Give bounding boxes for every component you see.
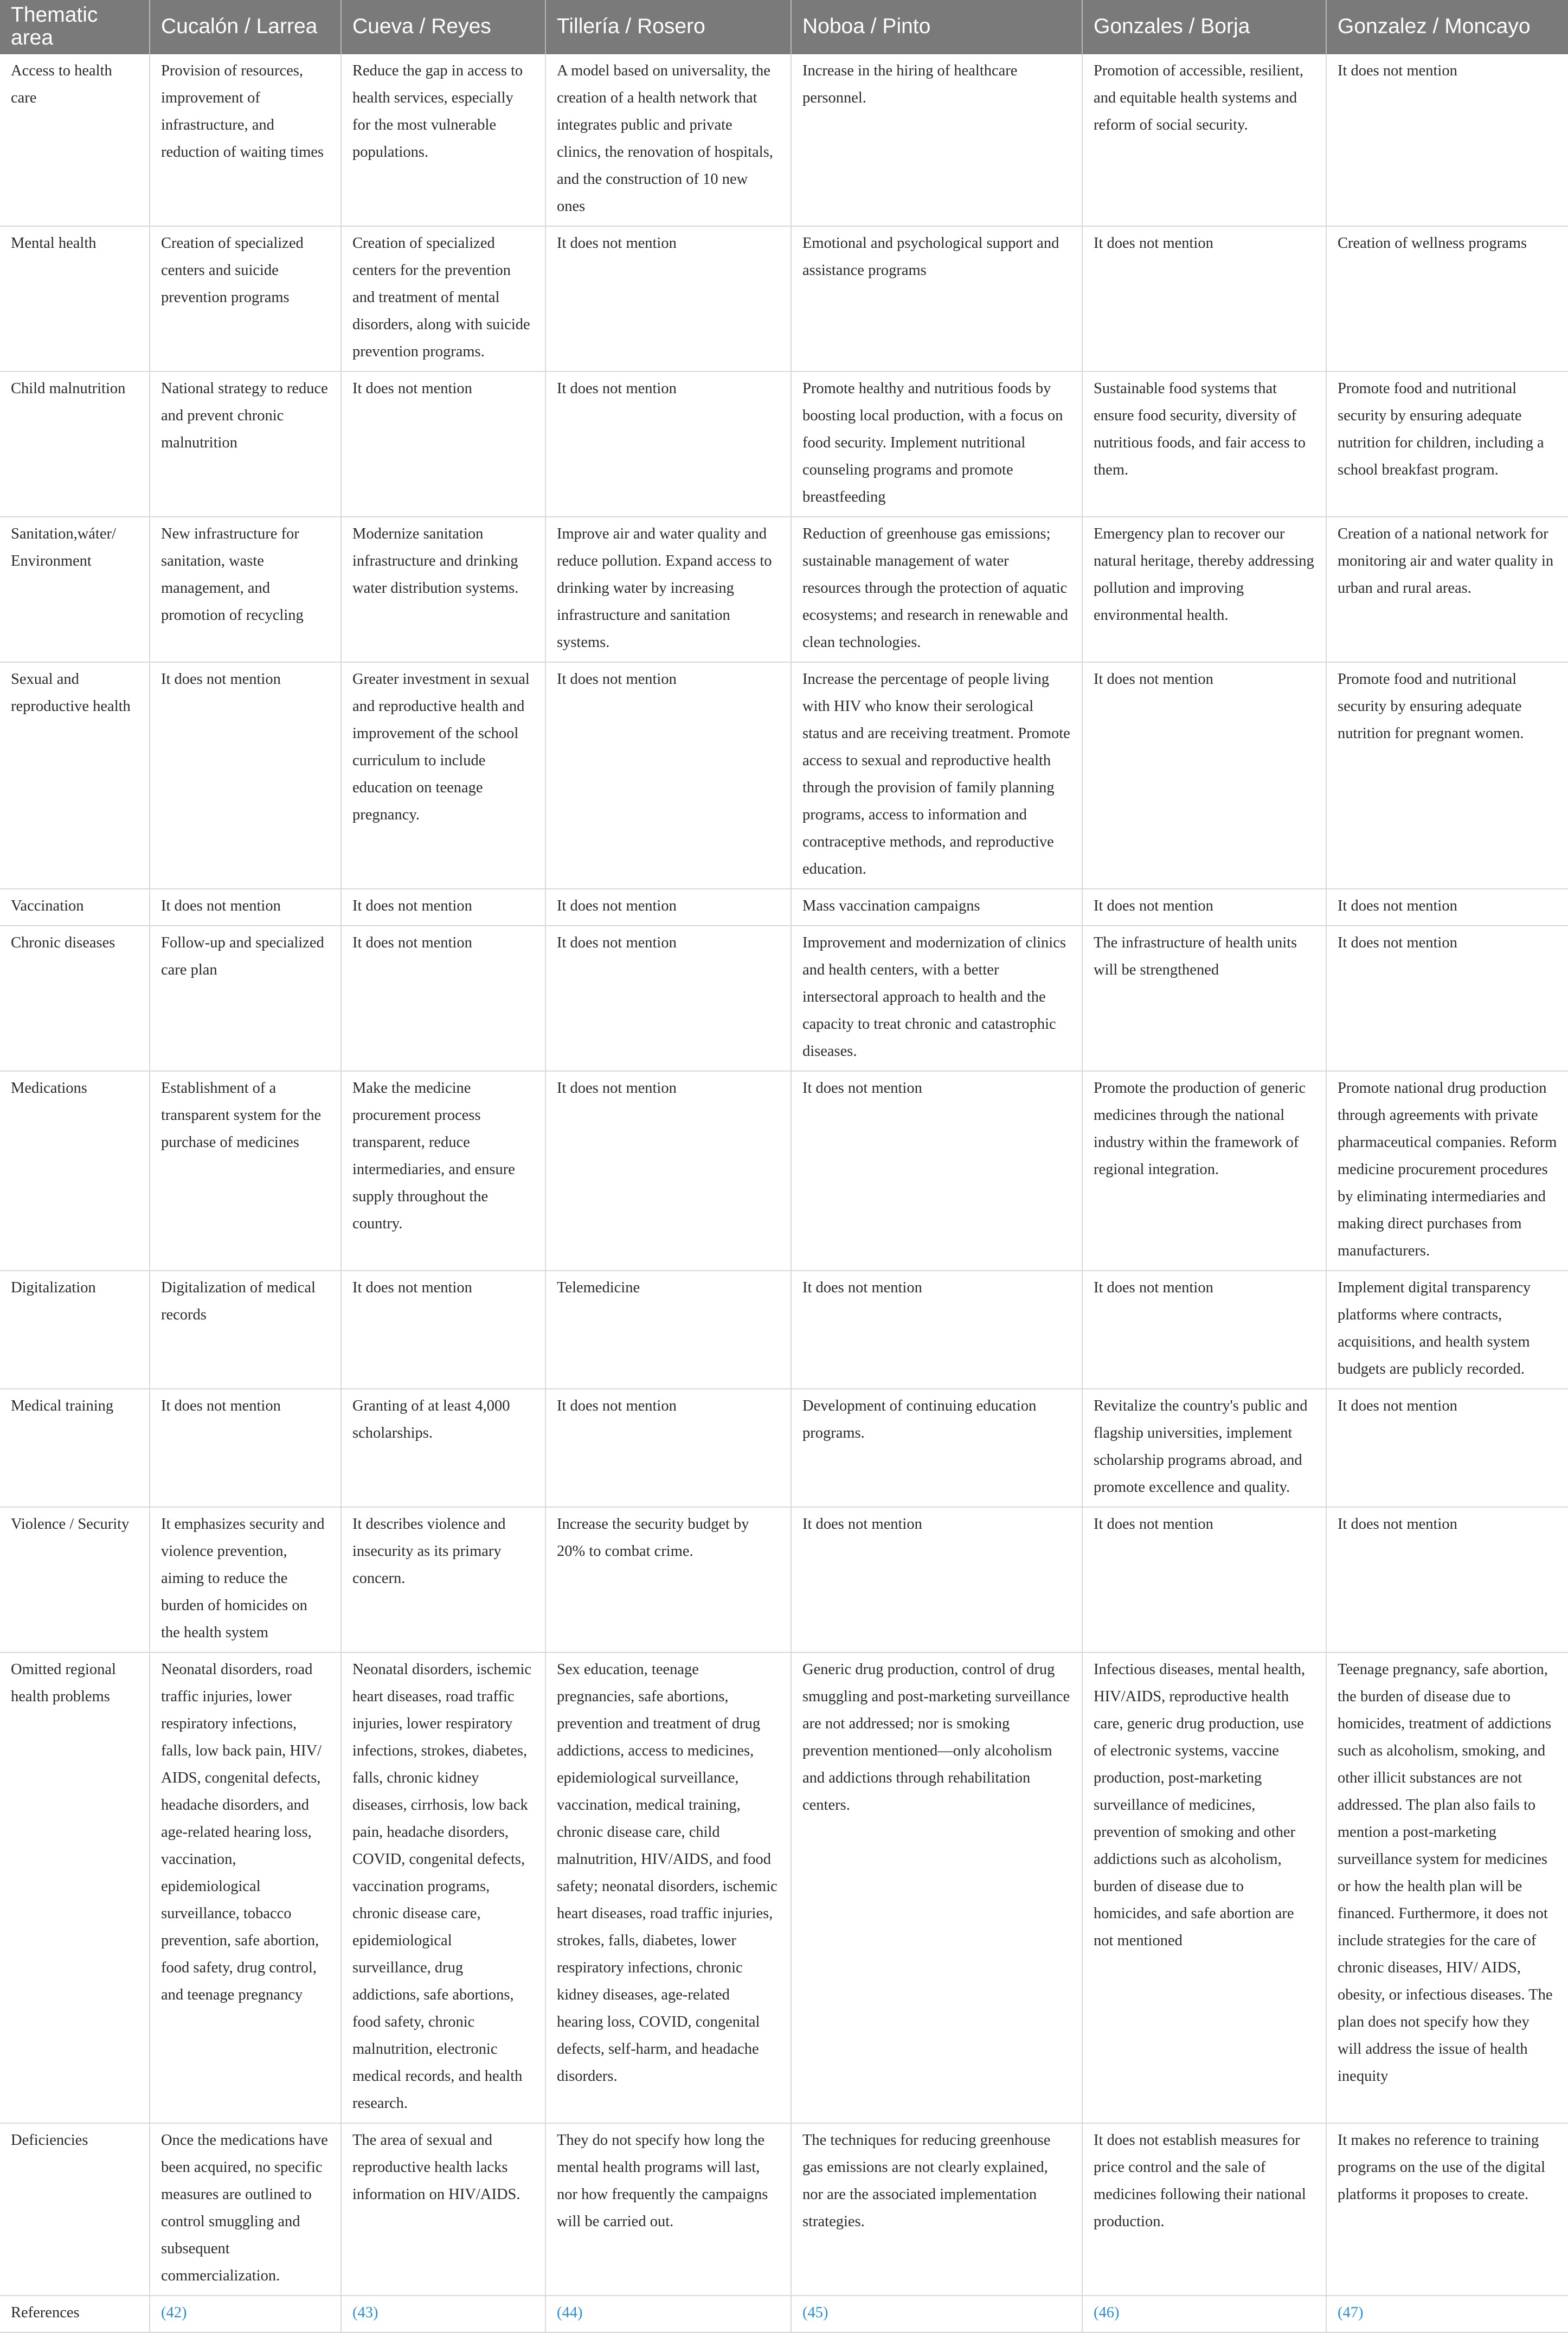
table-cell: It does not mention: [1326, 1389, 1568, 1507]
table-cell: Establishment of a transparent system for the purchase of medicines: [150, 1071, 341, 1271]
table-cell: It does not mention: [150, 1389, 341, 1507]
table-cell: Promote food and nutritional security by ensuring adequate nutrition for pregnant women.: [1326, 662, 1568, 889]
row-label: Sexual and reproductive health: [0, 662, 150, 889]
table-cell: It makes no reference to training programs on the use of the digital platforms it proposes to create.: [1326, 2123, 1568, 2296]
reference-link[interactable]: (44): [545, 2296, 791, 2332]
table-cell: It does not mention: [150, 662, 341, 889]
table-cell: It does not mention: [341, 1271, 545, 1389]
table-cell: Greater investment in sexual and reproductive health and improvement of the school curriculum to include education on teenage pregnancy.: [341, 662, 545, 889]
reference-link[interactable]: (47): [1326, 2296, 1568, 2332]
header-thematic-area: Thematic area: [0, 0, 150, 54]
row-label: Vaccination: [0, 889, 150, 926]
table-cell: Promote the production of generic medicines through the national industry within the framework of regional integration.: [1082, 1071, 1326, 1271]
reference-link[interactable]: (43): [341, 2296, 545, 2332]
reference-link[interactable]: (46): [1082, 2296, 1326, 2332]
table-cell: It does not mention: [545, 371, 791, 517]
table-cell: Increase in the hiring of healthcare personnel.: [791, 54, 1082, 226]
table-cell: Sustainable food systems that ensure food security, diversity of nutritious foods, and fair access to them.: [1082, 371, 1326, 517]
table-cell: It does not mention: [545, 1389, 791, 1507]
header-row: [0, 0, 1568, 54]
row-label: Omitted regional health problems: [0, 1652, 150, 2123]
table-cell: Reduction of greenhouse gas emissions; sustainable management of water resources through the protection of aquatic ecosystems; and research in renewable and clean technologies.: [791, 517, 1082, 662]
table-cell: It does not mention: [1326, 1507, 1568, 1652]
header-noboa-pinto: Noboa / Pinto: [791, 0, 1082, 54]
table-cell: It does not mention: [791, 1507, 1082, 1652]
table-row: [0, 517, 1568, 662]
table-cell: Sex education, teenage pregnancies, safe abortions, prevention and treatment of drug addictions, access to medicines, epidemiological surveillance, vaccination, medical training, chronic disease care, child malnutrition, HIV/AIDS, and food safety; neonatal disorders, ischemic heart diseases, road traffic injuries, strokes, falls, diabetes, lower respiratory infections, chronic kidney diseases, age-related hearing loss, COVID, congenital defects, self-harm, and headache disorders.: [545, 1652, 791, 2123]
table-cell: Mass vaccination campaigns: [791, 889, 1082, 926]
table-cell: Improvement and modernization of clinics and health centers, with a better intersectoral approach to health and the capacity to treat chronic and catastrophic diseases.: [791, 926, 1082, 1071]
row-label: Access to health care: [0, 54, 150, 226]
table-cell: Follow-up and specialized care plan: [150, 926, 341, 1071]
table-cell: It does not mention: [1082, 662, 1326, 889]
table-row: [0, 926, 1568, 1071]
table-cell: Creation of wellness programs: [1326, 226, 1568, 371]
table-cell: Digitalization of medical records: [150, 1271, 341, 1389]
table-cell: Make the medicine procurement process transparent, reduce intermediaries, and ensure supply throughout the country.: [341, 1071, 545, 1271]
table-cell: The area of sexual and reproductive health lacks information on HIV/AIDS.: [341, 2123, 545, 2296]
table-cell: It does not mention: [341, 371, 545, 517]
row-label: Medical training: [0, 1389, 150, 1507]
table-row: [0, 662, 1568, 889]
table-row: [0, 889, 1568, 926]
table-cell: It does not mention: [791, 1271, 1082, 1389]
table-cell: Generic drug production, control of drug smuggling and post-marketing surveillance are not addressed; nor is smoking prevention mentioned—only alcoholism and addictions through rehabilitation centers.: [791, 1652, 1082, 2123]
row-label: Violence / Security: [0, 1507, 150, 1652]
table-cell: Telemedicine: [545, 1271, 791, 1389]
table-cell: Neonatal disorders, road traffic injuries, lower respiratory infections, falls, low back pain, HIV/ AIDS, congenital defects, headache disorders, and age-related hearing loss, vaccination, epidemiological surveillance, tobacco prevention, safe abortion, food safety, drug control, and teenage pregnancy: [150, 1652, 341, 2123]
table-cell: It does not mention: [341, 926, 545, 1071]
table-row: [0, 2123, 1568, 2296]
table-row: [0, 1271, 1568, 1389]
row-label: Sanitation,wáter/ Environment: [0, 517, 150, 662]
table-cell: Provision of resources, improvement of infrastructure, and reduction of waiting times: [150, 54, 341, 226]
table-cell: It emphasizes security and violence prevention, aiming to reduce the burden of homicides on the health system: [150, 1507, 341, 1652]
table-cell: It does not mention: [545, 226, 791, 371]
table-cell: Promote national drug production through agreements with private pharmaceutical companies. Reform medicine procurement procedures by eliminating intermediaries and making direct purchases from manufacturers.: [1326, 1071, 1568, 1271]
row-label: Deficiencies: [0, 2123, 150, 2296]
table-cell: Infectious diseases, mental health, HIV/AIDS, reproductive health care, generic drug production, use of electronic systems, vaccine production, post-marketing surveillance of medicines, prevention of smoking and other addictions such as alcoholism, burden of disease due to homicides, and safe abortion are not mentioned: [1082, 1652, 1326, 2123]
table-row: [0, 1389, 1568, 1507]
table-cell: Development of continuing education programs.: [791, 1389, 1082, 1507]
table-cell: It does not mention: [545, 1071, 791, 1271]
table-cell: It does not mention: [1326, 889, 1568, 926]
table-cell: Modernize sanitation infrastructure and drinking water distribution systems.: [341, 517, 545, 662]
table-cell: The infrastructure of health units will be strengthened: [1082, 926, 1326, 1071]
header-cucalon-larrea: Cucalón / Larrea: [150, 0, 341, 54]
table-cell: Emotional and psychological support and assistance programs: [791, 226, 1082, 371]
table-row: [0, 54, 1568, 226]
reference-link[interactable]: (42): [150, 2296, 341, 2332]
table-cell: Promotion of accessible, resilient, and equitable health systems and reform of social security.: [1082, 54, 1326, 226]
table-cell: It describes violence and insecurity as its primary concern.: [341, 1507, 545, 1652]
table-cell: Revitalize the country's public and flagship universities, implement scholarship programs abroad, and promote excellence and quality.: [1082, 1389, 1326, 1507]
table-cell: It does not mention: [545, 889, 791, 926]
table-cell: It does not mention: [1326, 54, 1568, 226]
header-gonzalez-moncayo: Gonzalez / Moncayo: [1326, 0, 1568, 54]
row-label: References: [0, 2296, 150, 2332]
table-cell: Creation of a national network for monitoring air and water quality in urban and rural areas.: [1326, 517, 1568, 662]
table-cell: Once the medications have been acquired, no specific measures are outlined to control smuggling and subsequent commercialization.: [150, 2123, 341, 2296]
table-cell: It does not mention: [545, 662, 791, 889]
row-label: Child malnutrition: [0, 371, 150, 517]
table-row: [0, 371, 1568, 517]
header-tilleria-rosero: Tillería / Rosero: [545, 0, 791, 54]
table-cell: Reduce the gap in access to health services, especially for the most vulnerable populations.: [341, 54, 545, 226]
table-cell: Promote food and nutritional security by ensuring adequate nutrition for children, including a school breakfast program.: [1326, 371, 1568, 517]
table-row: [0, 226, 1568, 371]
table-cell: It does not mention: [1082, 226, 1326, 371]
reference-link[interactable]: (45): [791, 2296, 1082, 2332]
header-gonzales-borja: Gonzales / Borja: [1082, 0, 1326, 54]
table-cell: It does not mention: [545, 926, 791, 1071]
table-cell: A model based on universality, the creation of a health network that integrates public and private clinics, the renovation of hospitals, and the construction of 10 new ones: [545, 54, 791, 226]
table-cell: It does not establish measures for price control and the sale of medicines following their national production.: [1082, 2123, 1326, 2296]
table-row: [0, 1652, 1568, 2123]
table-cell: It does not mention: [150, 889, 341, 926]
table-row: [0, 1071, 1568, 1271]
table-cell: Granting of at least 4,000 scholarships.: [341, 1389, 545, 1507]
table-cell: New infrastructure for sanitation, waste management, and promotion of recycling: [150, 517, 341, 662]
table-cell: National strategy to reduce and prevent chronic malnutrition: [150, 371, 341, 517]
table-cell: Implement digital transparency platforms where contracts, acquisitions, and health system budgets are publicly recorded.: [1326, 1271, 1568, 1389]
table-cell: Increase the security budget by 20% to combat crime.: [545, 1507, 791, 1652]
table-cell: Teenage pregnancy, safe abortion, the burden of disease due to homicides, treatment of addictions such as alcoholism, smoking, and other illicit substances are not addressed. The plan also fails to mention a post-marketing surveillance system for medicines or how the health plan will be financed. Furthermore, it does not include strategies for the care of chronic diseases, HIV/ AIDS, obesity, or infectious diseases. The plan does not specify how they will address the issue of health inequity: [1326, 1652, 1568, 2123]
table-cell: It does not mention: [1082, 889, 1326, 926]
table-cell: Neonatal disorders, ischemic heart diseases, road traffic injuries, lower respiratory infections, strokes, diabetes, falls, chronic kidney diseases, cirrhosis, low back pain, headache disorders, COVID, congenital defects, vaccination programs, chronic disease care, epidemiological surveillance, drug addictions, safe abortions, food safety, chronic malnutrition, electronic medical records, and health research.: [341, 1652, 545, 2123]
header-cueva-reyes: Cueva / Reyes: [341, 0, 545, 54]
row-label: Chronic diseases: [0, 926, 150, 1071]
row-label: Mental health: [0, 226, 150, 371]
row-label: Medications: [0, 1071, 150, 1271]
table-cell: Creation of specialized centers and suicide prevention programs: [150, 226, 341, 371]
table-cell: The techniques for reducing greenhouse gas emissions are not clearly explained, nor are the associated implementation strategies.: [791, 2123, 1082, 2296]
table-cell: It does not mention: [341, 889, 545, 926]
table-cell: Emergency plan to recover our natural heritage, thereby addressing pollution and improving environmental health.: [1082, 517, 1326, 662]
table-cell: It does not mention: [1326, 926, 1568, 1071]
table-cell: It does not mention: [1082, 1271, 1326, 1389]
row-label: Digitalization: [0, 1271, 150, 1389]
table-cell: Promote healthy and nutritious foods by boosting local production, with a focus on food security. Implement nutritional counseling programs and promote breastfeeding: [791, 371, 1082, 517]
table-cell: Improve air and water quality and reduce pollution. Expand access to drinking water by increasing infrastructure and sanitation systems.: [545, 517, 791, 662]
table-cell: Increase the percentage of people living with HIV who know their serological status and are receiving treatment. Promote access to sexual and reproductive health through the provision of family planning programs, access to information and contraceptive methods, and reproductive education.: [791, 662, 1082, 889]
table-cell: It does not mention: [1082, 1507, 1326, 1652]
table-cell: Creation of specialized centers for the prevention and treatment of mental disorders, along with suicide prevention programs.: [341, 226, 545, 371]
table-cell: It does not mention: [791, 1071, 1082, 1271]
table-row: [0, 1507, 1568, 1652]
table-cell: They do not specify how long the mental health programs will last, nor how frequently the campaigns will be carried out.: [545, 2123, 791, 2296]
references-row: [0, 2296, 1568, 2332]
